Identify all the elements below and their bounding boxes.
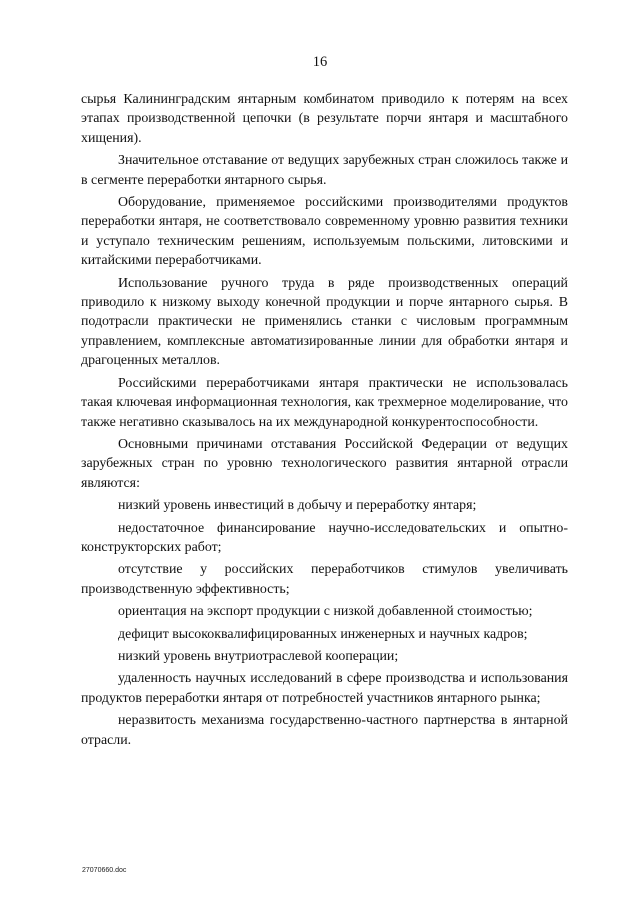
paragraph: Значительное отставание от ведущих зарубежных стран сложилось также и в сегменте переработки янтарного сырья.: [81, 153, 568, 188]
page-number: 16: [312, 54, 328, 70]
list-item: ориентация на экспорт продукции с низкой добавленной стоимостью;: [118, 604, 533, 620]
paragraph: Использование ручного труда в ряде производственных операций приводило к низкому выходу конечной продукции и порче янтарного сырья. В подотрасли практически не применялись станки с числовым программным управлением, комплексные автоматизированные линии для обработки янтаря и драгоценных металлов.: [81, 275, 568, 369]
paragraph: Оборудование, применяемое российскими производителями продуктов переработки янтаря, не соответствовало современному уровню развития техники и уступало техническим решениям, используемым польскими, литовскими и китайскими переработчиками.: [81, 195, 568, 269]
file-name-footer: 27070660.doc: [82, 867, 127, 874]
paragraph: Основными причинами отставания Российской Федерации от ведущих зарубежных стран по уровню технологического развития янтарной отрасли являются:: [81, 436, 568, 491]
paragraph: Российскими переработчиками янтаря практически не использовалась такая ключевая информационная технология, как трехмерное моделирование, что также негативно сказывалось на их международной конкурентоспособности.: [81, 375, 568, 430]
list-item: дефицит высококвалифицированных инженерных и научных кадров;: [118, 626, 528, 642]
paragraph-continuation: сырья Калининградским янтарным комбинатом приводило к потерям на всех этапах производственной цепочки (в результате порчи янтаря и масштабного хищения).: [81, 92, 568, 146]
list-item: неразвитость механизма государственно-частного партнерства в янтарной отрасли.: [81, 713, 568, 748]
list-item: низкий уровень инвестиций в добычу и переработку янтаря;: [118, 498, 477, 514]
list-item: недостаточное финансирование научно-исследовательских и опытно-конструкторских работ;: [81, 520, 568, 555]
list-item: отсутствие у российских переработчиков стимулов увеличивать производственную эффективность;: [81, 562, 568, 597]
list-item: удаленность научных исследований в сфере производства и использования продуктов переработки янтаря от потребностей участников янтарного рынка;: [81, 671, 568, 706]
document-body: [81, 90, 568, 753]
list-item: низкий уровень внутриотраслевой кооперации;: [118, 648, 399, 664]
